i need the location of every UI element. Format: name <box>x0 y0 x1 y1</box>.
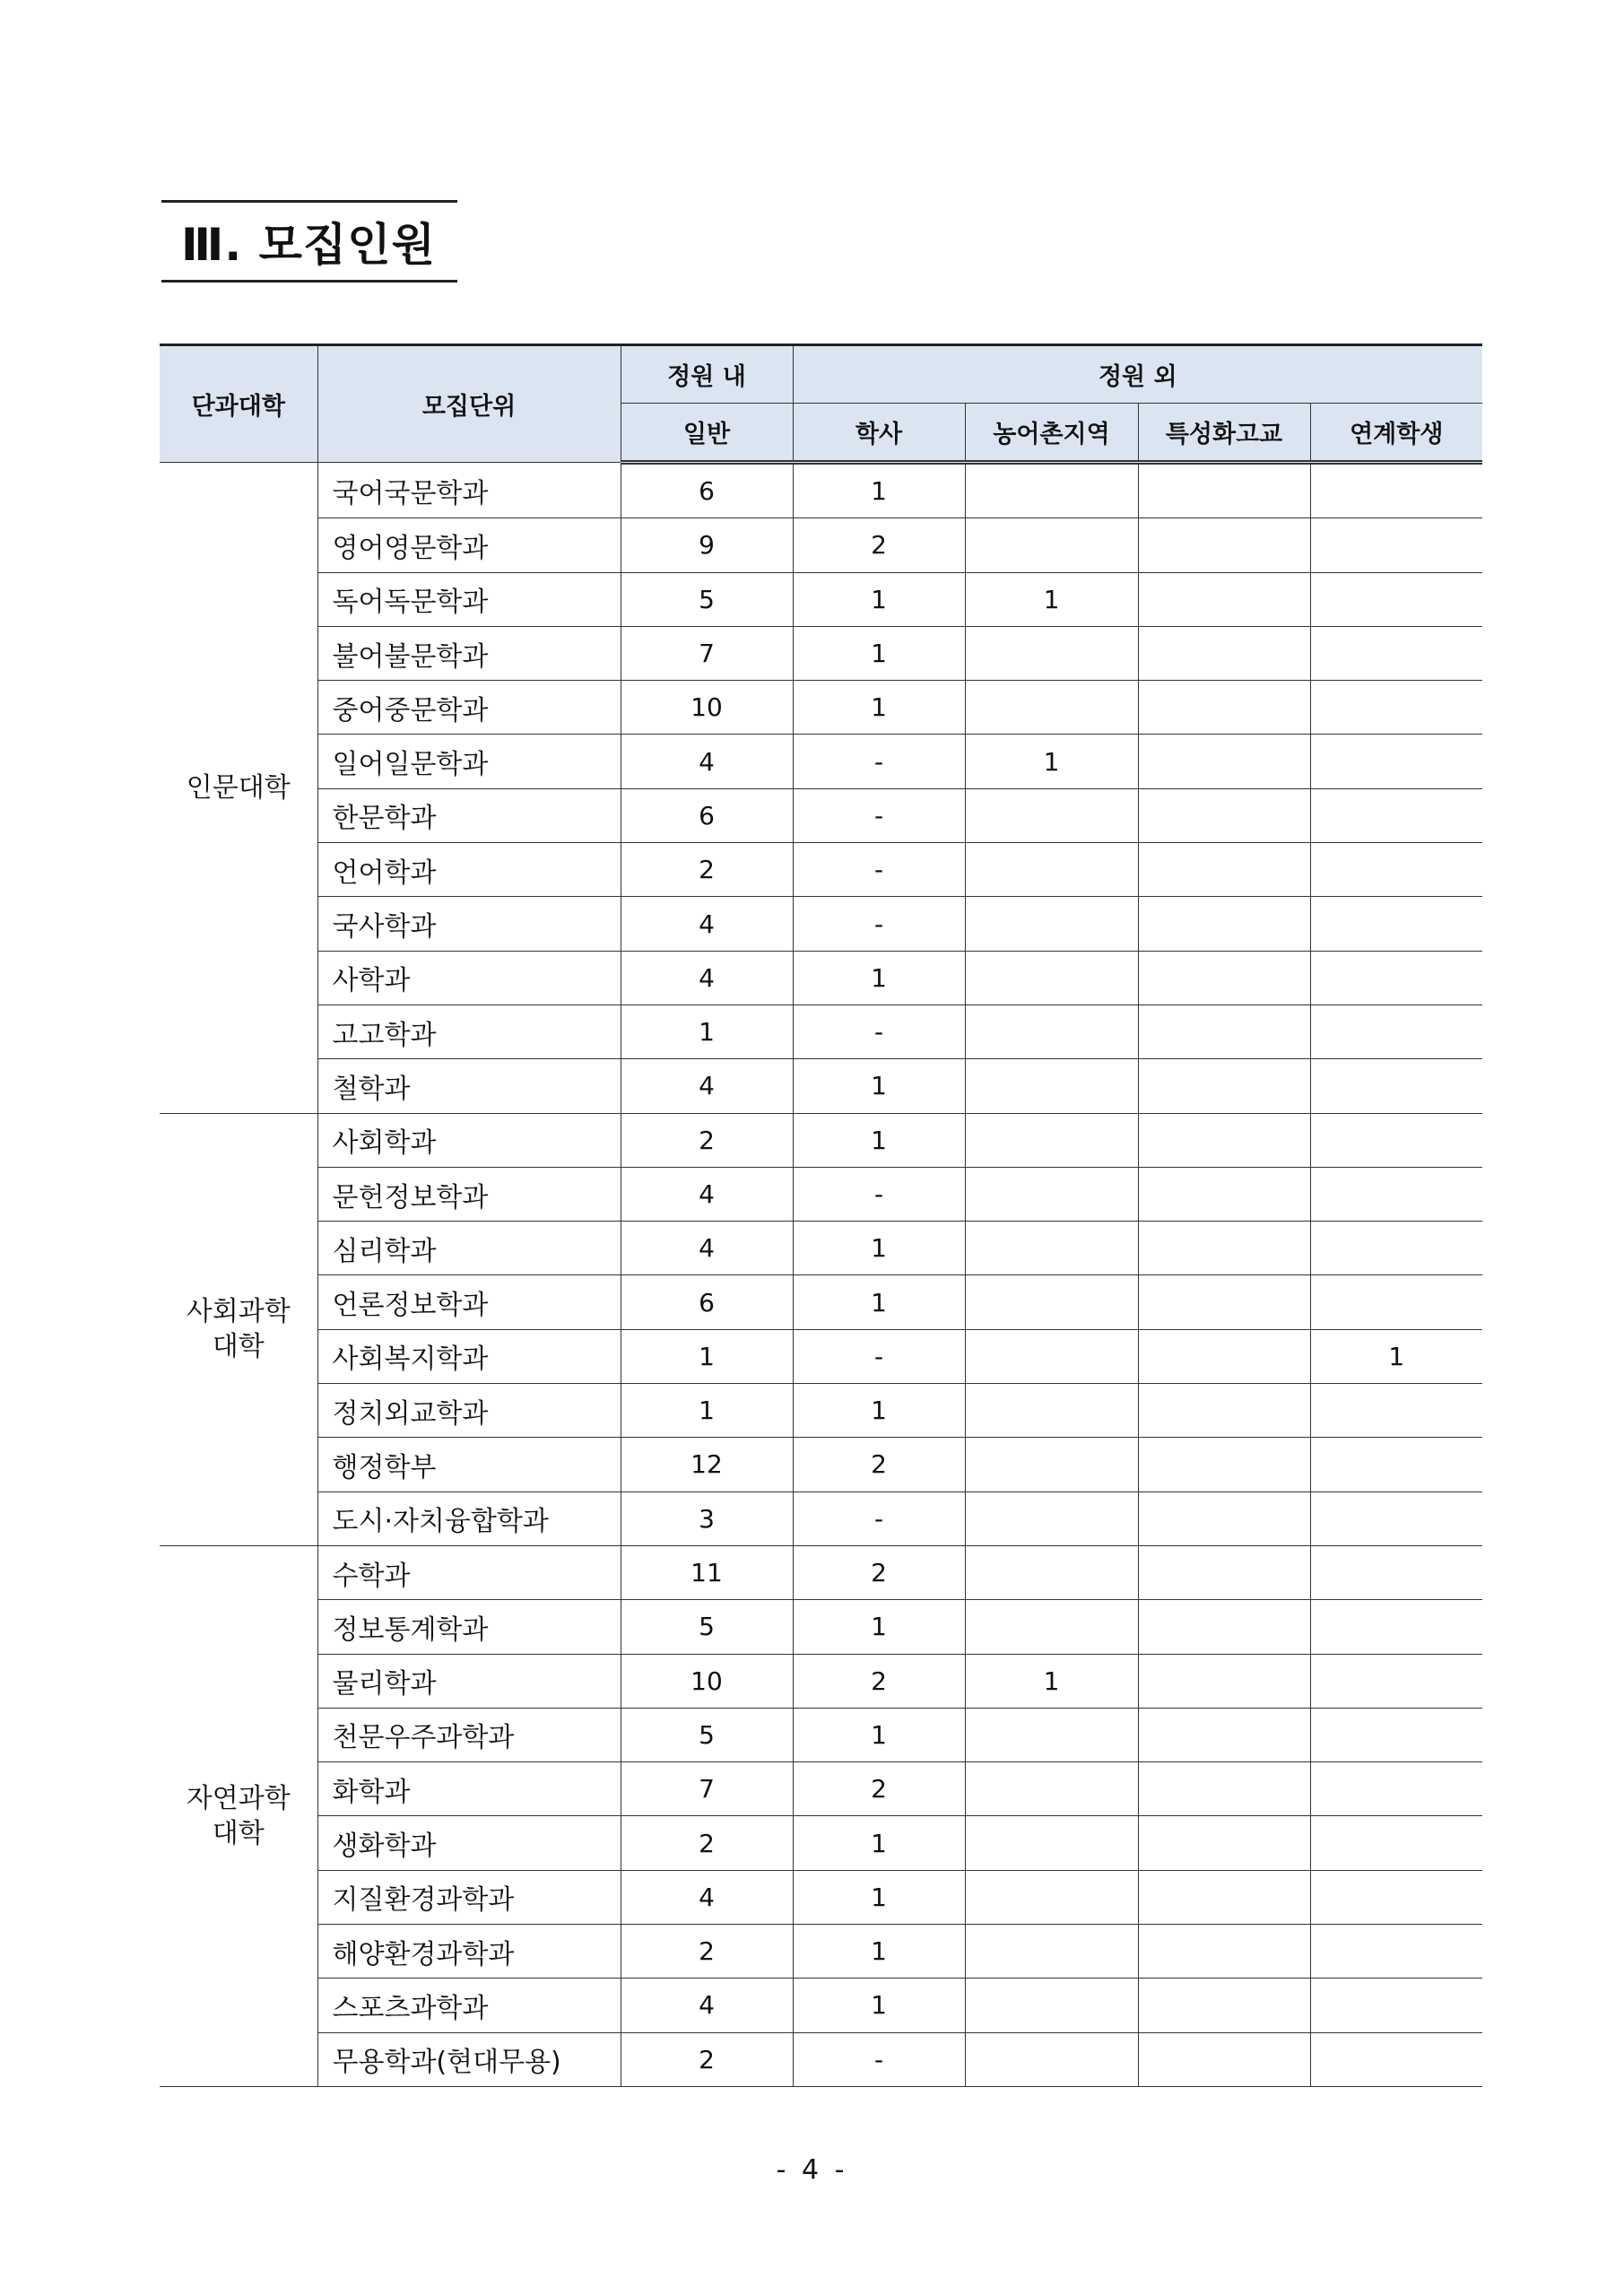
section-title: Ⅲ. 모집인원 <box>161 200 457 283</box>
specialized-hs-count-cell <box>1138 1438 1310 1492</box>
general-count-cell: 1 <box>621 1329 793 1383</box>
unit-cell: 언론정보학과 <box>317 1275 621 1329</box>
bachelor-count-cell: 1 <box>793 1708 965 1761</box>
rural-count-cell <box>965 463 1138 518</box>
unit-cell: 중어중문학과 <box>317 681 621 735</box>
bachelor-count-cell: 1 <box>793 463 965 518</box>
affiliated-count-cell <box>1310 1654 1482 1708</box>
bachelor-count-cell: 1 <box>793 951 965 1004</box>
affiliated-count-cell <box>1310 951 1482 1004</box>
table-row <box>160 1870 1482 1924</box>
rural-count-cell <box>965 1113 1138 1167</box>
general-count-cell: 2 <box>621 1113 793 1167</box>
specialized-hs-count-cell <box>1138 788 1310 842</box>
table-row <box>160 1925 1482 1979</box>
affiliated-count-cell <box>1310 1925 1482 1979</box>
general-count-cell: 10 <box>621 681 793 735</box>
unit-cell: 언어학과 <box>317 843 621 897</box>
affiliated-count-cell <box>1310 1113 1482 1167</box>
specialized-hs-count-cell <box>1138 1004 1310 1058</box>
specialized-hs-count-cell <box>1138 1275 1310 1329</box>
rural-count-cell <box>965 2032 1138 2086</box>
table-row <box>160 1438 1482 1492</box>
rural-count-cell <box>965 1492 1138 1545</box>
specialized-hs-count-cell <box>1138 463 1310 518</box>
rural-count-cell <box>965 1167 1138 1221</box>
affiliated-count-cell <box>1310 1222 1482 1275</box>
unit-cell: 화학과 <box>317 1762 621 1816</box>
rural-count-cell <box>965 897 1138 951</box>
affiliated-count-cell <box>1310 843 1482 897</box>
affiliated-count-cell <box>1310 1059 1482 1113</box>
specialized-hs-count-cell <box>1138 1167 1310 1221</box>
general-count-cell: 1 <box>621 1004 793 1058</box>
general-count-cell: 7 <box>621 626 793 680</box>
general-count-cell: 5 <box>621 572 793 626</box>
general-count-cell: 6 <box>621 788 793 842</box>
bachelor-count-cell: 1 <box>793 1925 965 1979</box>
rural-count-cell <box>965 681 1138 735</box>
table-row <box>160 1167 1482 1221</box>
rural-count-cell <box>965 1329 1138 1383</box>
table-row <box>160 897 1482 951</box>
unit-cell: 지질환경과학과 <box>317 1870 621 1924</box>
bachelor-count-cell: 1 <box>793 1113 965 1167</box>
affiliated-count-cell <box>1310 1708 1482 1761</box>
specialized-hs-count-cell <box>1138 843 1310 897</box>
general-count-cell: 4 <box>621 1222 793 1275</box>
rural-count-cell <box>965 1925 1138 1979</box>
unit-cell: 국어국문학과 <box>317 463 621 518</box>
specialized-hs-count-cell <box>1138 1654 1310 1708</box>
specialized-hs-count-cell <box>1138 626 1310 680</box>
general-count-cell: 2 <box>621 1816 793 1870</box>
header-unit: 모집단위 <box>317 345 621 463</box>
rural-count-cell: 1 <box>965 1654 1138 1708</box>
unit-cell: 물리학과 <box>317 1654 621 1708</box>
bachelor-count-cell: 1 <box>793 1059 965 1113</box>
rural-count-cell <box>965 518 1138 572</box>
rural-count-cell <box>965 1438 1138 1492</box>
bachelor-count-cell: 1 <box>793 1979 965 2032</box>
specialized-hs-count-cell <box>1138 951 1310 1004</box>
affiliated-count-cell <box>1310 1492 1482 1545</box>
college-cell: 사회과학 대학 <box>160 1113 317 1545</box>
affiliated-count-cell <box>1310 1600 1482 1654</box>
general-count-cell: 2 <box>621 843 793 897</box>
bachelor-count-cell: - <box>793 735 965 788</box>
general-count-cell: 4 <box>621 951 793 1004</box>
bachelor-count-cell: 1 <box>793 626 965 680</box>
affiliated-count-cell <box>1310 1275 1482 1329</box>
specialized-hs-count-cell <box>1138 2032 1310 2086</box>
table-row <box>160 1492 1482 1545</box>
table-header <box>160 345 1482 463</box>
table-row <box>160 518 1482 572</box>
affiliated-count-cell <box>1310 1004 1482 1058</box>
header-rural: 농어촌지역 <box>965 404 1138 463</box>
bachelor-count-cell: 1 <box>793 1816 965 1870</box>
bachelor-count-cell: 1 <box>793 1600 965 1654</box>
unit-cell: 도시·자치융합학과 <box>317 1492 621 1545</box>
general-count-cell: 4 <box>621 1979 793 2032</box>
rural-count-cell <box>965 1979 1138 2032</box>
bachelor-count-cell: 2 <box>793 1545 965 1599</box>
specialized-hs-count-cell <box>1138 735 1310 788</box>
unit-cell: 영어영문학과 <box>317 518 621 572</box>
bachelor-count-cell: 2 <box>793 1762 965 1816</box>
unit-cell: 사학과 <box>317 951 621 1004</box>
affiliated-count-cell <box>1310 1816 1482 1870</box>
specialized-hs-count-cell <box>1138 1600 1310 1654</box>
rural-count-cell <box>965 1275 1138 1329</box>
general-count-cell: 6 <box>621 1275 793 1329</box>
specialized-hs-count-cell <box>1138 1870 1310 1924</box>
rural-count-cell <box>965 1545 1138 1599</box>
affiliated-count-cell <box>1310 518 1482 572</box>
unit-cell: 행정학부 <box>317 1438 621 1492</box>
specialized-hs-count-cell <box>1138 681 1310 735</box>
bachelor-count-cell: - <box>793 843 965 897</box>
bachelor-count-cell: 1 <box>793 572 965 626</box>
recruitment-quota-table <box>160 344 1482 2087</box>
unit-cell: 사회복지학과 <box>317 1329 621 1383</box>
rural-count-cell <box>965 626 1138 680</box>
rural-count-cell <box>965 788 1138 842</box>
bachelor-count-cell: - <box>793 1004 965 1058</box>
unit-cell: 천문우주과학과 <box>317 1708 621 1761</box>
affiliated-count-cell: 1 <box>1310 1329 1482 1383</box>
table-row <box>160 1654 1482 1708</box>
affiliated-count-cell <box>1310 463 1482 518</box>
rural-count-cell <box>965 1004 1138 1058</box>
unit-cell: 무용학과(현대무용) <box>317 2032 621 2086</box>
general-count-cell: 12 <box>621 1438 793 1492</box>
general-count-cell: 11 <box>621 1545 793 1599</box>
header-within-quota: 정원 내 <box>621 345 793 404</box>
affiliated-count-cell <box>1310 2032 1482 2086</box>
general-count-cell: 9 <box>621 518 793 572</box>
table-row <box>160 2032 1482 2086</box>
general-count-cell: 7 <box>621 1762 793 1816</box>
header-bachelor: 학사 <box>793 404 965 463</box>
bachelor-count-cell: 2 <box>793 1654 965 1708</box>
general-count-cell: 10 <box>621 1654 793 1708</box>
unit-cell: 생화학과 <box>317 1816 621 1870</box>
page-number: - 4 - <box>776 2154 848 2186</box>
table-row <box>160 1004 1482 1058</box>
bachelor-count-cell: - <box>793 1329 965 1383</box>
bachelor-count-cell: 1 <box>793 681 965 735</box>
unit-cell: 철학과 <box>317 1059 621 1113</box>
table-row <box>160 1113 1482 1167</box>
rural-count-cell <box>965 1384 1138 1438</box>
rural-count-cell <box>965 843 1138 897</box>
general-count-cell: 1 <box>621 1384 793 1438</box>
table-row <box>160 843 1482 897</box>
table-row <box>160 463 1482 518</box>
affiliated-count-cell <box>1310 1545 1482 1599</box>
rural-count-cell: 1 <box>965 735 1138 788</box>
specialized-hs-count-cell <box>1138 1113 1310 1167</box>
table-row <box>160 1275 1482 1329</box>
general-count-cell: 4 <box>621 1059 793 1113</box>
affiliated-count-cell <box>1310 897 1482 951</box>
affiliated-count-cell <box>1310 1762 1482 1816</box>
specialized-hs-count-cell <box>1138 1492 1310 1545</box>
affiliated-count-cell <box>1310 788 1482 842</box>
unit-cell: 수학과 <box>317 1545 621 1599</box>
rural-count-cell <box>965 1870 1138 1924</box>
table-row <box>160 1384 1482 1438</box>
affiliated-count-cell <box>1310 1979 1482 2032</box>
unit-cell: 사회학과 <box>317 1113 621 1167</box>
rural-count-cell <box>965 1708 1138 1761</box>
specialized-hs-count-cell <box>1138 1222 1310 1275</box>
table-row <box>160 735 1482 788</box>
rural-count-cell <box>965 1600 1138 1654</box>
general-count-cell: 4 <box>621 1870 793 1924</box>
specialized-hs-count-cell <box>1138 897 1310 951</box>
table-row <box>160 1329 1482 1383</box>
affiliated-count-cell <box>1310 1384 1482 1438</box>
specialized-hs-count-cell <box>1138 1925 1310 1979</box>
bachelor-count-cell: - <box>793 1492 965 1545</box>
bachelor-count-cell: 1 <box>793 1870 965 1924</box>
affiliated-count-cell <box>1310 572 1482 626</box>
table-row <box>160 1762 1482 1816</box>
unit-cell: 일어일문학과 <box>317 735 621 788</box>
table-row <box>160 626 1482 680</box>
specialized-hs-count-cell <box>1138 1384 1310 1438</box>
unit-cell: 불어불문학과 <box>317 626 621 680</box>
rural-count-cell <box>965 1222 1138 1275</box>
affiliated-count-cell <box>1310 1167 1482 1221</box>
unit-cell: 고고학과 <box>317 1004 621 1058</box>
specialized-hs-count-cell <box>1138 1708 1310 1761</box>
rural-count-cell: 1 <box>965 572 1138 626</box>
table-row <box>160 1545 1482 1599</box>
table-row <box>160 681 1482 735</box>
specialized-hs-count-cell <box>1138 1545 1310 1599</box>
college-cell: 자연과학 대학 <box>160 1545 317 2086</box>
general-count-cell: 5 <box>621 1708 793 1761</box>
unit-cell: 독어독문학과 <box>317 572 621 626</box>
bachelor-count-cell: 2 <box>793 518 965 572</box>
table-row <box>160 1600 1482 1654</box>
specialized-hs-count-cell <box>1138 1059 1310 1113</box>
bachelor-count-cell: - <box>793 897 965 951</box>
bachelor-count-cell: 2 <box>793 1438 965 1492</box>
bachelor-count-cell: - <box>793 788 965 842</box>
specialized-hs-count-cell <box>1138 1816 1310 1870</box>
table-row <box>160 1059 1482 1113</box>
table-body <box>160 463 1482 2087</box>
table-row <box>160 1816 1482 1870</box>
unit-cell: 문헌정보학과 <box>317 1167 621 1221</box>
college-cell: 인문대학 <box>160 463 317 1114</box>
header-outside-quota: 정원 외 <box>793 345 1482 404</box>
general-count-cell: 3 <box>621 1492 793 1545</box>
rural-count-cell <box>965 1762 1138 1816</box>
affiliated-count-cell <box>1310 681 1482 735</box>
unit-cell: 국사학과 <box>317 897 621 951</box>
table-row <box>160 951 1482 1004</box>
bachelor-count-cell: - <box>793 2032 965 2086</box>
affiliated-count-cell <box>1310 1438 1482 1492</box>
table-row <box>160 788 1482 842</box>
general-count-cell: 4 <box>621 735 793 788</box>
header-specialized-hs: 특성화고교 <box>1138 404 1310 463</box>
specialized-hs-count-cell <box>1138 1979 1310 2032</box>
affiliated-count-cell <box>1310 735 1482 788</box>
table-row <box>160 1979 1482 2032</box>
rural-count-cell <box>965 951 1138 1004</box>
rural-count-cell <box>965 1059 1138 1113</box>
affiliated-count-cell <box>1310 626 1482 680</box>
general-count-cell: 5 <box>621 1600 793 1654</box>
header-college: 단과대학 <box>160 345 317 463</box>
unit-cell: 심리학과 <box>317 1222 621 1275</box>
bachelor-count-cell: 1 <box>793 1275 965 1329</box>
general-count-cell: 4 <box>621 897 793 951</box>
general-count-cell: 6 <box>621 463 793 518</box>
unit-cell: 정보통계학과 <box>317 1600 621 1654</box>
affiliated-count-cell <box>1310 1870 1482 1924</box>
header-affiliated: 연계학생 <box>1310 404 1482 463</box>
header-general: 일반 <box>621 404 793 463</box>
specialized-hs-count-cell <box>1138 518 1310 572</box>
unit-cell: 스포츠과학과 <box>317 1979 621 2032</box>
table-row <box>160 1222 1482 1275</box>
specialized-hs-count-cell <box>1138 572 1310 626</box>
bachelor-count-cell: 1 <box>793 1222 965 1275</box>
table-row <box>160 572 1482 626</box>
unit-cell: 정치외교학과 <box>317 1384 621 1438</box>
general-count-cell: 4 <box>621 1167 793 1221</box>
general-count-cell: 2 <box>621 2032 793 2086</box>
bachelor-count-cell: - <box>793 1167 965 1221</box>
specialized-hs-count-cell <box>1138 1762 1310 1816</box>
specialized-hs-count-cell <box>1138 1329 1310 1383</box>
general-count-cell: 2 <box>621 1925 793 1979</box>
rural-count-cell <box>965 1816 1138 1870</box>
unit-cell: 해양환경과학과 <box>317 1925 621 1979</box>
bachelor-count-cell: 1 <box>793 1384 965 1438</box>
table-row <box>160 1708 1482 1761</box>
unit-cell: 한문학과 <box>317 788 621 842</box>
